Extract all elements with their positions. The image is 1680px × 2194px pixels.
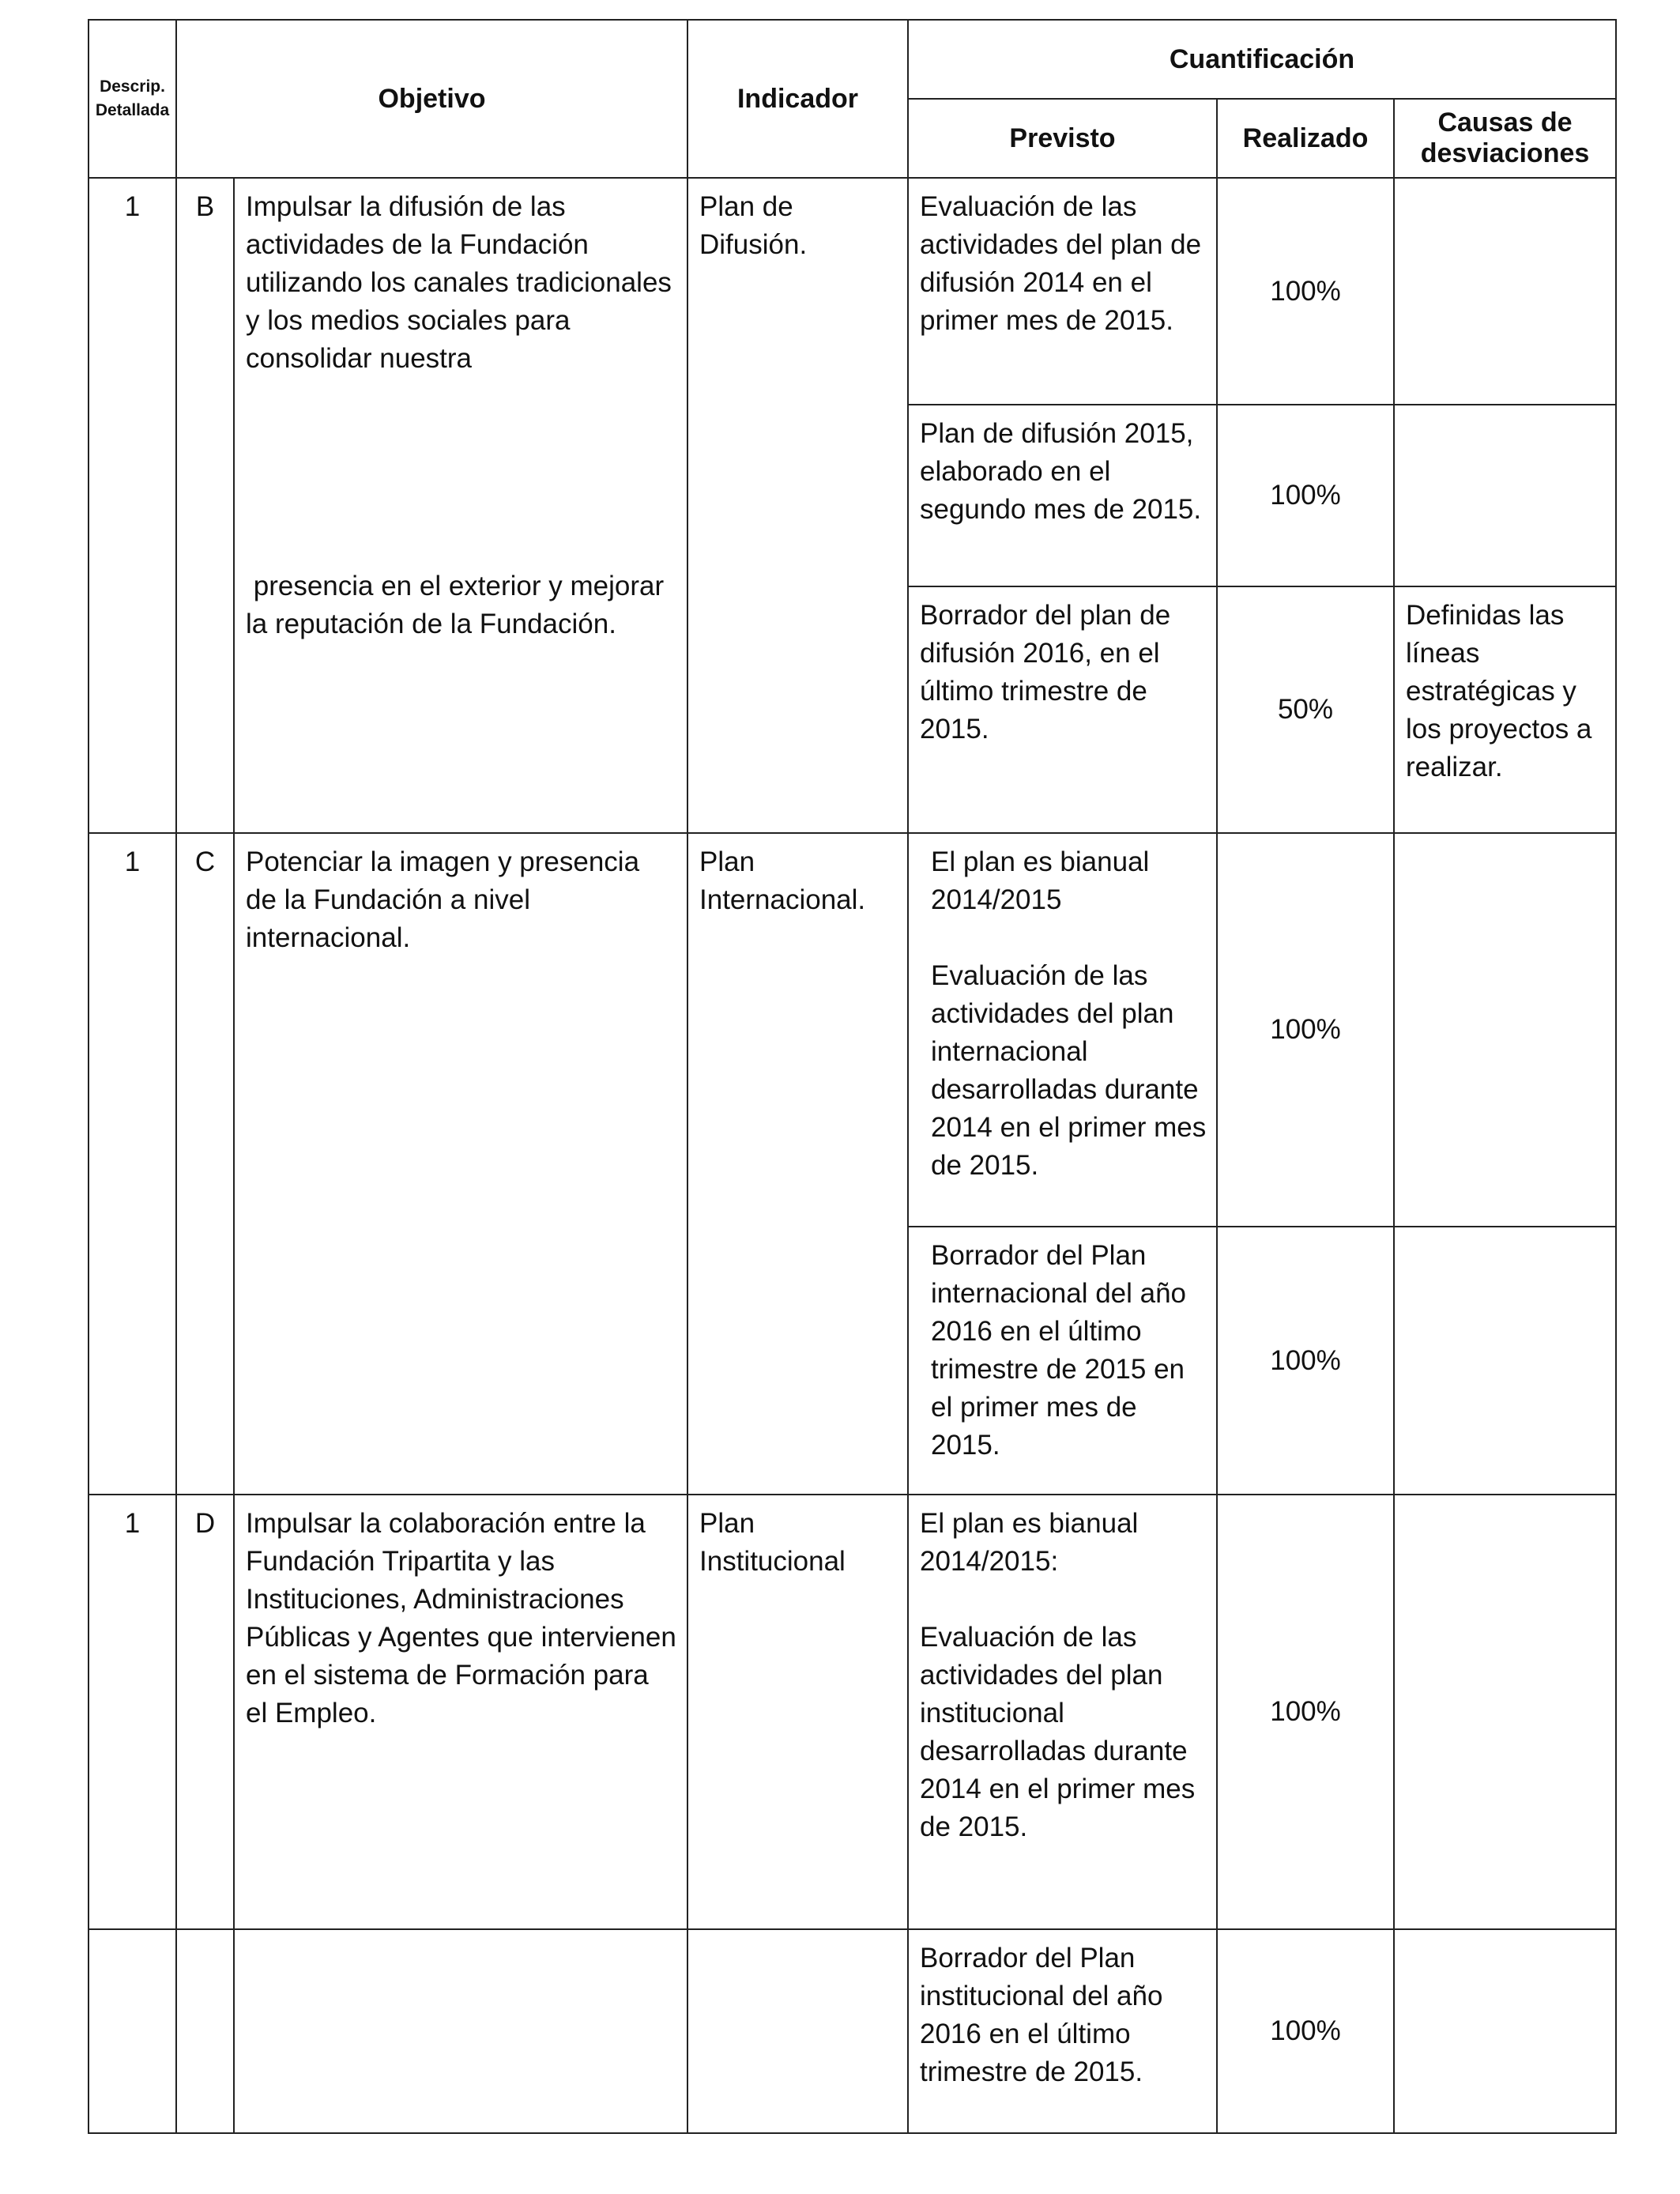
objetivo-cell — [234, 178, 687, 833]
realizado-cell: 50% — [1217, 586, 1394, 833]
previsto-cell: Borrador del Plan institucional del año 2016 en el último trimestre de 2015. — [908, 1929, 1217, 2133]
previsto-cell: Plan de difusión 2015, elaborado en el segundo mes de 2015. — [908, 405, 1217, 586]
row-number: 1 — [89, 1495, 176, 1929]
realizado-cell: 100% — [1217, 1227, 1394, 1495]
previsto-text: El plan es bianual 2014/2015 — [931, 846, 1150, 915]
header-indicador: Indicador — [687, 20, 908, 178]
table-row — [89, 833, 1616, 1227]
causas-cell — [1394, 1929, 1616, 2133]
row-number: 1 — [89, 833, 176, 1495]
row-letter — [176, 1929, 234, 2133]
header-cuantificacion: Cuantificación — [908, 20, 1616, 99]
header-realizado: Realizado — [1217, 99, 1394, 178]
indicador-cell: Plan Internacional. — [687, 833, 908, 1495]
causas-cell — [1394, 405, 1616, 586]
previsto-cell — [908, 833, 1217, 1227]
row-number — [89, 1929, 176, 2133]
realizado-cell: 100% — [1217, 1495, 1394, 1929]
causas-cell — [1394, 1227, 1616, 1495]
realizado-cell: 100% — [1217, 1929, 1394, 2133]
objetivo-cell: Impulsar la colaboración entre la Fundación Tripartita y las Instituciones, Administraciones Públicas y Agentes que intervienen en el sistema de Formación para el Empleo. — [234, 1495, 687, 1929]
causas-cell — [1394, 833, 1616, 1227]
causas-cell: Definidas las líneas estratégicas y los proyectos a realizar. — [1394, 586, 1616, 833]
previsto-cell: Borrador del Plan internacional del año 2016 en el último trimestre de 2015 en el primer mes de 2015. — [908, 1227, 1217, 1495]
realizado-cell: 100% — [1217, 833, 1394, 1227]
header-previsto: Previsto — [908, 99, 1217, 178]
table-row — [89, 178, 1616, 405]
objetivo-cell — [234, 1929, 687, 2133]
header-descrip: Descrip. Detallada — [89, 20, 176, 178]
objetivo-text: Impulsar la difusión de las actividades de la Fundación utilizando los canales tradicionales y los medios sociales para consolidar nuestra — [246, 191, 672, 374]
indicador-cell: Plan Institucional — [687, 1495, 908, 1929]
row-number: 1 — [89, 178, 176, 833]
row-letter: B — [176, 178, 234, 833]
table-row — [89, 1495, 1616, 1929]
previsto-cell: Evaluación de las actividades del plan de difusión 2014 en el primer mes de 2015. — [908, 178, 1217, 405]
previsto-text: Evaluación de las actividades del plan institucional desarrolladas durante 2014 en el primer mes de 2015. — [920, 1622, 1196, 1842]
previsto-cell — [908, 1495, 1217, 1929]
indicador-cell — [687, 1929, 908, 2133]
realizado-cell: 100% — [1217, 405, 1394, 586]
causas-cell — [1394, 1495, 1616, 1929]
row-letter: D — [176, 1495, 234, 1929]
previsto-cell: Borrador del plan de difusión 2016, en el último trimestre de 2015. — [908, 586, 1217, 833]
table-row — [89, 1929, 1616, 2133]
row-letter: C — [176, 833, 234, 1495]
realizado-cell: 100% — [1217, 178, 1394, 405]
header-causas: Causas de desviaciones — [1394, 99, 1616, 178]
objectives-table — [88, 19, 1617, 2134]
objetivo-cell: Potenciar la imagen y presencia de la Fundación a nivel internacional. — [234, 833, 687, 1495]
objetivo-text: presencia en el exterior y mejorar la reputación de la Fundación. — [246, 571, 672, 639]
indicador-cell: Plan de Difusión. — [687, 178, 908, 833]
previsto-text: Evaluación de las actividades del plan internacional desarrolladas durante 2014 en el primer mes de 2015. — [931, 960, 1207, 1181]
causas-cell — [1394, 178, 1616, 405]
previsto-text: El plan es bianual 2014/2015: — [920, 1508, 1139, 1577]
header-objetivo: Objetivo — [176, 20, 687, 178]
